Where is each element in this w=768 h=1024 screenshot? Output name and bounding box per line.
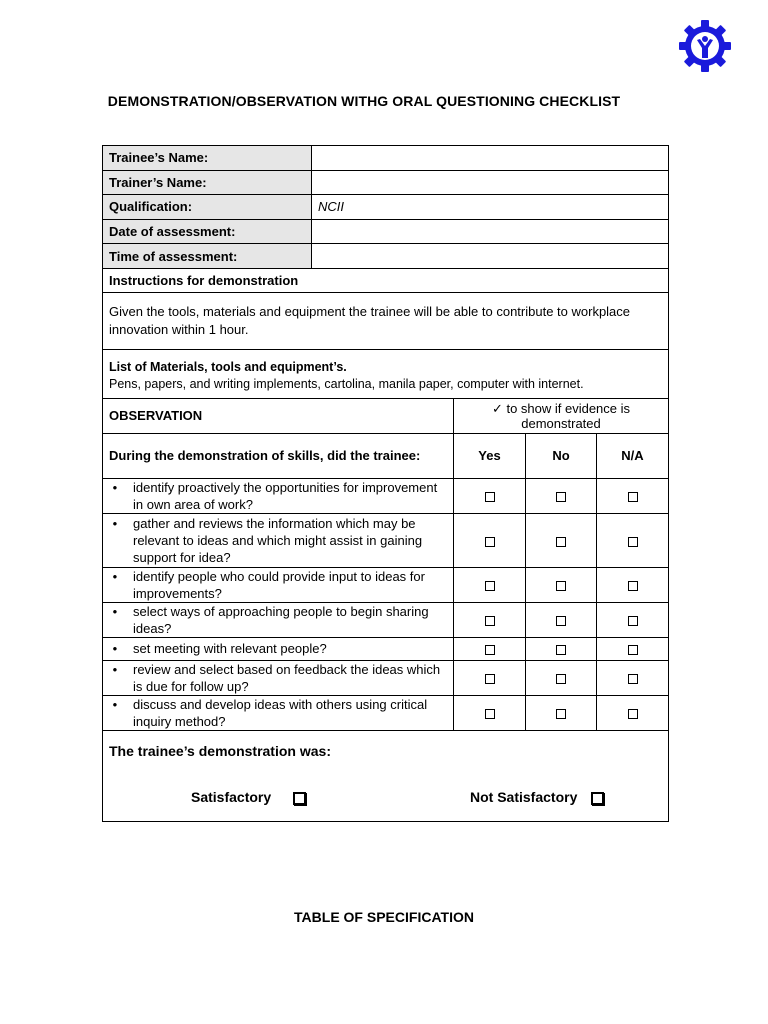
checkbox-na[interactable] [628, 709, 638, 719]
checkbox-no[interactable] [556, 709, 566, 719]
field-label-date: Date of assessment: [103, 219, 312, 244]
checkbox-yes[interactable] [485, 492, 495, 502]
not-satisfactory-checkbox[interactable] [591, 792, 604, 805]
bullet-icon: • [109, 661, 118, 677]
column-yes: Yes [454, 433, 526, 478]
checkbox-yes[interactable] [485, 645, 495, 655]
checkbox-na[interactable] [628, 581, 638, 591]
field-time[interactable] [312, 244, 669, 269]
table-of-specification-title: TABLE OF SPECIFICATION [294, 909, 474, 925]
table-row [103, 602, 669, 637]
field-trainee-name[interactable] [312, 146, 669, 171]
checkbox-yes[interactable] [485, 709, 495, 719]
materials-heading: List of Materials, tools and equipment’s. [109, 360, 347, 375]
checkbox-na[interactable] [628, 616, 638, 626]
checkbox-yes[interactable] [485, 537, 495, 547]
materials-section [103, 349, 669, 398]
instructions-heading: Instructions for demonstration [103, 268, 669, 292]
field-qualification[interactable]: NCII [312, 195, 669, 220]
field-label-trainer-name: Trainer’s Name: [103, 170, 312, 195]
checklist-item: identify people who could provide input to ideas for improvements? [133, 568, 425, 601]
table-row [103, 660, 669, 695]
checkbox-na[interactable] [628, 537, 638, 547]
bullet-icon: • [109, 603, 118, 619]
result-section [103, 730, 669, 821]
checklist-item: identify proactively the opportunities for improvement in own area of work? [133, 479, 438, 512]
satisfactory-checkbox[interactable] [293, 792, 306, 805]
tesda-logo-icon [677, 18, 733, 74]
bullet-icon: • [109, 515, 118, 531]
checkbox-na[interactable] [628, 645, 638, 655]
column-na: N/A [597, 433, 669, 478]
field-trainer-name[interactable] [312, 170, 669, 195]
checkbox-yes[interactable] [485, 616, 495, 626]
satisfactory-label: Satisfactory [191, 788, 272, 805]
field-label-qualification: Qualification: [103, 195, 312, 220]
bullet-icon: • [109, 568, 118, 584]
bullet-icon: • [109, 641, 118, 657]
table-row [103, 637, 669, 660]
field-label-time: Time of assessment: [103, 244, 312, 269]
table-row [103, 513, 669, 567]
observation-question: During the demonstration of skills, did the trainee: [103, 433, 454, 478]
checkbox-no[interactable] [556, 645, 566, 655]
table-row [103, 695, 669, 730]
checklist-table [102, 145, 669, 822]
table-row [103, 478, 669, 513]
table-row [103, 567, 669, 602]
result-heading: The trainee’s demonstration was: [109, 742, 331, 759]
checkbox-yes[interactable] [485, 581, 495, 591]
field-label-trainee-name: Trainee’s Name: [103, 146, 312, 171]
checklist-item: set meeting with relevant people? [133, 641, 327, 657]
document-title: DEMONSTRATION/OBSERVATION WITHG ORAL QUESTIONING CHECKLIST [107, 93, 621, 109]
checkbox-no[interactable] [556, 616, 566, 626]
bullet-icon: • [109, 479, 118, 495]
checkbox-no[interactable] [556, 537, 566, 547]
checkbox-no[interactable] [556, 581, 566, 591]
checklist-item: gather and reviews the information which may be relevant to ideas and which might assist in gaining support for idea? [133, 515, 423, 565]
column-no: No [526, 433, 597, 478]
checklist-item: review and select based on feedback the ideas which is due for follow up? [133, 661, 441, 694]
instructions-text: Given the tools, materials and equipment the trainee will be able to contribute to workplace innovation within 1 hour. [103, 292, 669, 349]
materials-text: Pens, papers, and writing implements, cartolina, manila paper, computer with internet. [109, 377, 584, 392]
checkbox-no[interactable] [556, 492, 566, 502]
checklist-item: discuss and develop ideas with others using critical inquiry method? [133, 696, 428, 729]
not-satisfactory-label: Not Satisfactory [470, 788, 578, 805]
observation-note: ✓ to show if evidence is demonstrated [454, 398, 669, 433]
bullet-icon: • [109, 696, 118, 712]
not-satisfactory-option[interactable] [470, 789, 604, 805]
checkbox-na[interactable] [628, 492, 638, 502]
checkbox-yes[interactable] [485, 674, 495, 684]
satisfactory-option[interactable] [191, 789, 306, 805]
checklist-item: select ways of approaching people to begin sharing ideas? [133, 603, 429, 636]
observation-heading: OBSERVATION [103, 398, 454, 433]
checkbox-na[interactable] [628, 674, 638, 684]
checkbox-no[interactable] [556, 674, 566, 684]
field-date[interactable] [312, 219, 669, 244]
